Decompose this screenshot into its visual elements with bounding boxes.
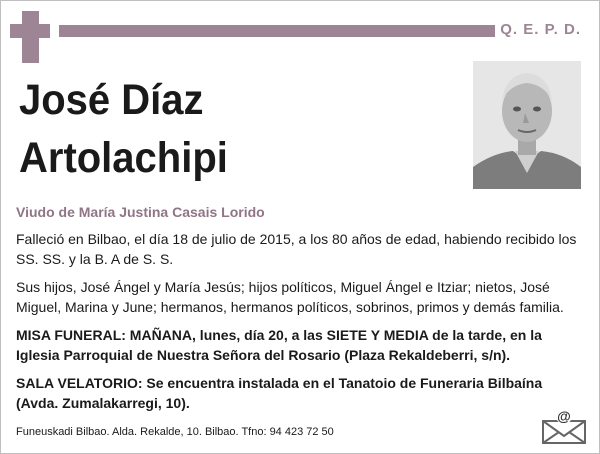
footer-text: Funeuskadi Bilbao. Alda. Rekalde, 10. Bilbao. Tfno: 94 423 72 50 — [16, 426, 334, 438]
deceased-name — [19, 71, 228, 187]
subtitle: Viudo de María Justina Casais Lorido — [16, 204, 265, 220]
mail-icon[interactable] — [541, 407, 587, 445]
qepd-label: Q. E. P. D. — [500, 21, 581, 38]
velatorio-paragraph: SALA VELATORIO: Se encuentra instalada en el Tanatoio de Funeraria Bilbaína (Avda. Zumalakarregi, 10). — [16, 375, 543, 411]
family-paragraph: Sus hijos, José Ángel y María Jesús; hijos políticos, Miguel Ángel e Itziar; nietos, José Miguel, Marina y June; hermanos, hermanos políticos, sobrinos, primos y demás familia. — [16, 279, 564, 315]
svg-text:@: @ — [557, 408, 571, 424]
portrait-photo — [473, 61, 581, 189]
death-paragraph: Falleció en Bilbao, el día 18 de julio de 2015, a los 80 años de edad, habiendo recibido los SS. SS. y la B. A de S. S. — [16, 231, 577, 267]
notice-body — [16, 229, 588, 421]
name-line-1: José Díaz — [19, 76, 204, 124]
funeral-paragraph: MISA FUNERAL: MAÑANA, lunes, día 20, a las SIETE Y MEDIA de la tarde, en la Iglesia Parroquial de Nuestra Señora del Rosario (Plaza Rekaldeberri, s/n). — [16, 327, 542, 363]
name-line-2: Artolachipi — [19, 134, 228, 182]
header-band — [59, 25, 495, 37]
